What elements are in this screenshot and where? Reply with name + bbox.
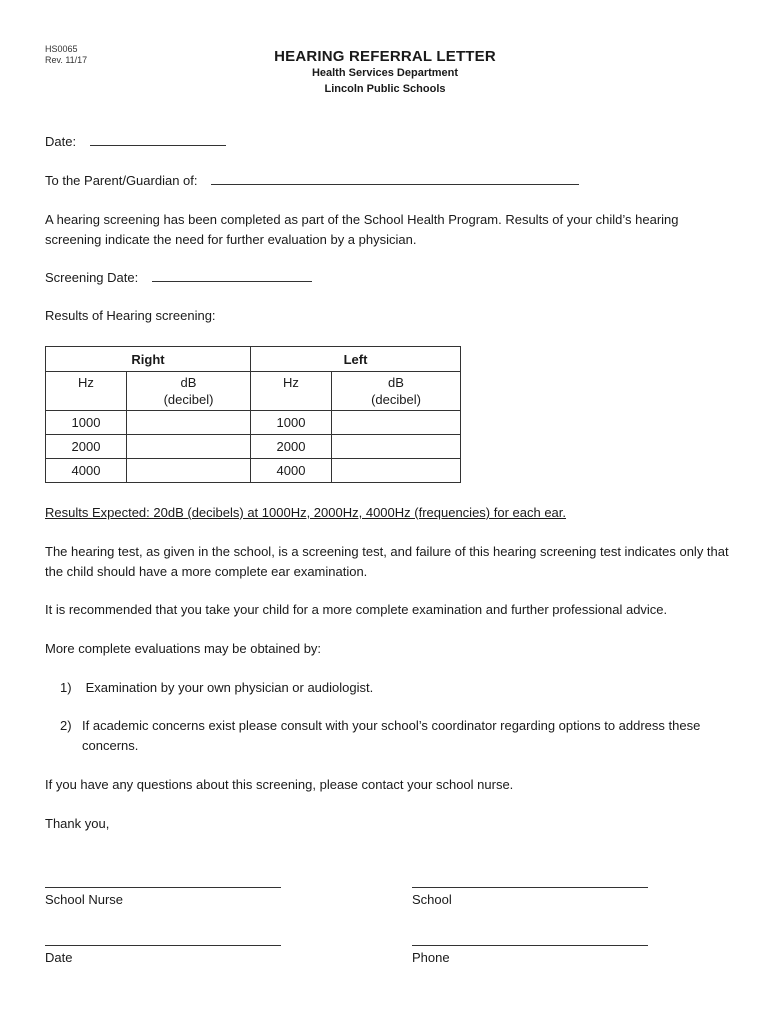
parent-name-blank[interactable] (211, 172, 579, 185)
date-label: Date: (45, 134, 77, 149)
right-db-header: dB (decibel) (127, 372, 251, 411)
left-db-cell[interactable] (332, 435, 461, 459)
left-db-cell[interactable] (332, 411, 461, 435)
list-item-number: 1) (60, 680, 72, 695)
school-nurse-label: School Nurse (45, 892, 124, 907)
list-item-text: If academic concerns exist please consult with your school’s coordinator regarding options to address these concerns. (82, 718, 701, 753)
results-table (45, 346, 461, 483)
parent-field-row (45, 172, 579, 188)
right-hz-header: Hz (46, 372, 127, 411)
list-item (60, 716, 730, 756)
left-hz-cell: 1000 (251, 411, 332, 435)
date-signature-label: Date (45, 950, 73, 965)
results-label: Results of Hearing screening: (45, 308, 216, 323)
phone-label: Phone (412, 950, 450, 965)
form-code: HS0065 (45, 44, 78, 54)
page-title: HEARING REFERRAL LETTER (274, 48, 496, 65)
closing-text: Thank you, (45, 816, 110, 831)
right-db-cell[interactable] (127, 435, 251, 459)
screening-date-label: Screening Date: (45, 270, 139, 285)
recommendation-paragraph: It is recommended that you take your child for a more complete examination and further professional advice. (45, 602, 668, 617)
list-item-text: Examination by your own physician or audiologist. (85, 680, 374, 695)
list-item (60, 678, 730, 698)
left-hz-cell: 4000 (251, 459, 332, 483)
right-hz-cell: 2000 (46, 435, 127, 459)
date-blank[interactable] (90, 133, 226, 146)
left-hz-cell: 2000 (251, 435, 332, 459)
left-hz-header: Hz (251, 372, 332, 411)
list-item-number: 2) (60, 718, 72, 733)
right-hz-cell: 4000 (46, 459, 127, 483)
right-ear-header: Right (46, 347, 251, 372)
parent-label: To the Parent/Guardian of: (45, 173, 198, 188)
date-signature-line[interactable] (45, 945, 281, 946)
questions-paragraph: If you have any questions about this screening, please contact your school nurse. (45, 777, 514, 792)
phone-signature-line[interactable] (412, 945, 648, 946)
table-row (46, 411, 461, 435)
school-signature-line[interactable] (412, 887, 648, 888)
right-hz-cell: 1000 (46, 411, 127, 435)
left-db-cell[interactable] (332, 459, 461, 483)
form-revision: Rev. 11/17 (45, 55, 88, 65)
screening-test-paragraph: The hearing test, as given in the school, is a screening test, and failure of this hearing screening test indicates only that the child should have a more complete ear examination. (45, 544, 729, 579)
left-ear-header: Left (251, 347, 461, 372)
table-row (46, 435, 461, 459)
school-nurse-signature-line[interactable] (45, 887, 281, 888)
left-db-header: dB (decibel) (332, 372, 461, 411)
intro-paragraph: A hearing screening has been completed as part of the School Health Program. Results of your child’s hearing screening indicate the need for further evaluation by a physician. (45, 212, 679, 247)
results-expected: Results Expected: 20dB (decibels) at 1000Hz, 2000Hz, 4000Hz (frequencies) for each ear. (45, 505, 567, 520)
table-subheader-row (46, 372, 461, 411)
table-row (46, 459, 461, 483)
right-db-cell[interactable] (127, 459, 251, 483)
screening-date-blank[interactable] (152, 269, 312, 282)
screening-date-row (45, 269, 312, 285)
table-header-row (46, 347, 461, 372)
organization-name: Lincoln Public Schools (324, 83, 446, 95)
evaluations-paragraph: More complete evaluations may be obtained by: (45, 641, 322, 656)
right-db-cell[interactable] (127, 411, 251, 435)
department-name: Health Services Department (311, 67, 459, 79)
date-field-row (45, 133, 226, 149)
school-label: School (412, 892, 452, 907)
